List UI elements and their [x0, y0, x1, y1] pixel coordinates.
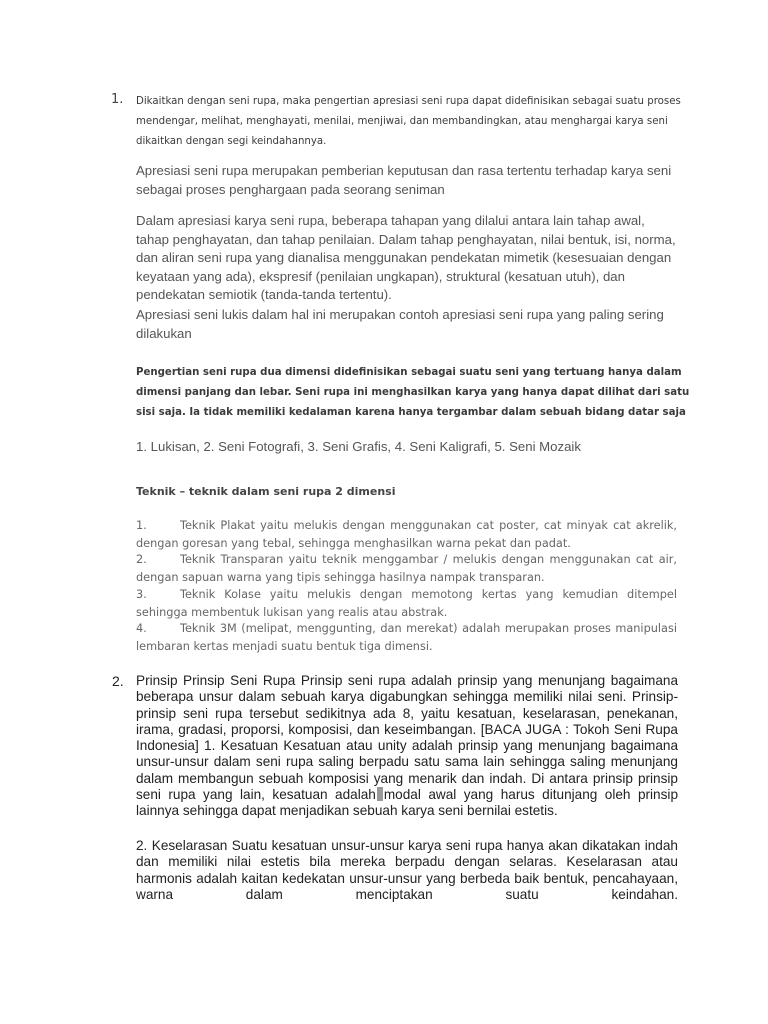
technique-number: 4. — [136, 622, 147, 635]
harmony-paragraph: 2. Keselarasan Suatu kesatuan unsur-unsur karya seni rupa hanya akan dikatakan indah dan memiliki nilai estetis bila mereka berpadu dengan selaras. Keselarasan atau harmonis adalah kaitan kedekatan unsur-unsur yang berbeda baik bentuk, pencahayaan, warna dalam menciptakan suatu keindahan. — [136, 838, 678, 902]
techniques-heading: Teknik – teknik dalam seni rupa 2 dimensi — [136, 485, 396, 498]
technique-text: Teknik Kolase yaitu melukis dengan memotong kertas yang kemudian ditempel sehingga membentuk lukisan yang realis atau abstrak. — [136, 588, 677, 619]
item-2-number: 2. — [112, 673, 124, 689]
technique-text: Teknik Transparan yaitu teknik menggambar / melukis dengan menggunakan cat air, dengan sapuan warna yang tipis sehingga hasilnya nampak transparan. — [136, 553, 677, 584]
principles-text-after-cursor: modal awal yang harus ditunjang oleh prinsip lainnya sehingga dapat menjadikan sebuah karya seni bernilai estetis. — [136, 787, 678, 819]
examples-line: 1. Lukisan, 2. Seni Fotografi, 3. Seni Grafis, 4. Seni Kaligrafi, 5. Seni Mozaik — [136, 439, 581, 454]
answer-paragraph-3: Apresiasi seni lukis dalam hal ini merupakan contoh apresiasi seni rupa yang paling sering dilakukan — [136, 307, 664, 341]
technique-number: 3. — [136, 588, 147, 601]
text-cursor — [377, 787, 383, 801]
technique-item — [136, 551, 677, 586]
technique-item — [136, 620, 677, 655]
item-1-number: 1. — [111, 92, 124, 107]
answer-paragraph-2: Dalam apresiasi karya seni rupa, beberapa tahapan yang dilalui antara lain tahap awal, tahap penghayatan, dan tahap penilaian. Dalam tahap penghayatan, nilai bentuk, isi, norma, dan aliran seni rupa yang dianalisa menggunakan pendekatan mimetik (kesesuaian dengan keyataan yang ada), ekspresif (penilaian ungkapan), struktural (kesatuan utuh), dan pendekatan semiotik (tanda-tanda tertentu). — [136, 213, 676, 302]
technique-number: 2. — [136, 553, 147, 566]
principles-text-before-cursor: Prinsip Prinsip Seni Rupa Prinsip seni rupa adalah prinsip yang menunjang bagaimana beberapa unsur dalam sebuah karya digabungkan sehingga memiliki nilai seni. Prinsip-prinsip seni rupa tersebut sedikitnya ada 8, yaitu kesatuan, keselarasan, penekanan, irama, gradasi, proporsi, komposisi, dan keseimbangan. [BACA JUGA : Tokoh Seni Rupa Indonesia] 1. Kesatuan Kesatuan atau unity adalah prinsip yang menunjang bagaimana unsur-unsur dalam seni rupa saling berpadu satu sama lain sehingga saling menunjang dalam membangun sebuah komposisi yang menarik dan indah. Di antara prinsip prinsip seni rupa yang lain, kesatuan adalah — [136, 673, 678, 803]
definition-paragraph: Pengertian seni rupa dua dimensi didefinisikan sebagai suatu seni yang tertuang hanya dalam dimensi panjang dan lebar. Seni rupa ini menghasilkan karya yang hanya dapat dilihat dari satu sisi saja. Ia tidak memiliki kedalaman karena hanya tergambar dalam sebuah bidang datar saja — [136, 367, 690, 418]
technique-item — [136, 517, 677, 552]
technique-text: Teknik Plakat yaitu melukis dengan menggunakan cat poster, cat minyak cat akrelik, dengan goresan yang tebal, sehingga menghasilkan warna pekat dan padat. — [136, 519, 677, 550]
principles-paragraph[interactable] — [136, 673, 678, 820]
item-1-question: Dikaitkan dengan seni rupa, maka pengertian apresiasi seni rupa dapat didefinisikan sebagai suatu proses mendengar, melihat, menghayati, menilai, menjiwai, dan membandingkan, atau menghargai karya seni dikaitkan dengan segi keindahannya. — [136, 96, 681, 147]
technique-number: 1. — [136, 519, 147, 532]
technique-text: Teknik 3M (melipat, menggunting, dan merekat) adalah merupakan proses manipulasi lembaran kertas menjadi suatu bentuk tiga dimensi. — [136, 622, 677, 653]
technique-item — [136, 586, 677, 621]
answer-paragraph-1: Apresiasi seni rupa merupakan pemberian keputusan dan rasa tertentu terhadap karya seni sebagai proses penghargaan pada seorang seniman — [136, 163, 672, 197]
